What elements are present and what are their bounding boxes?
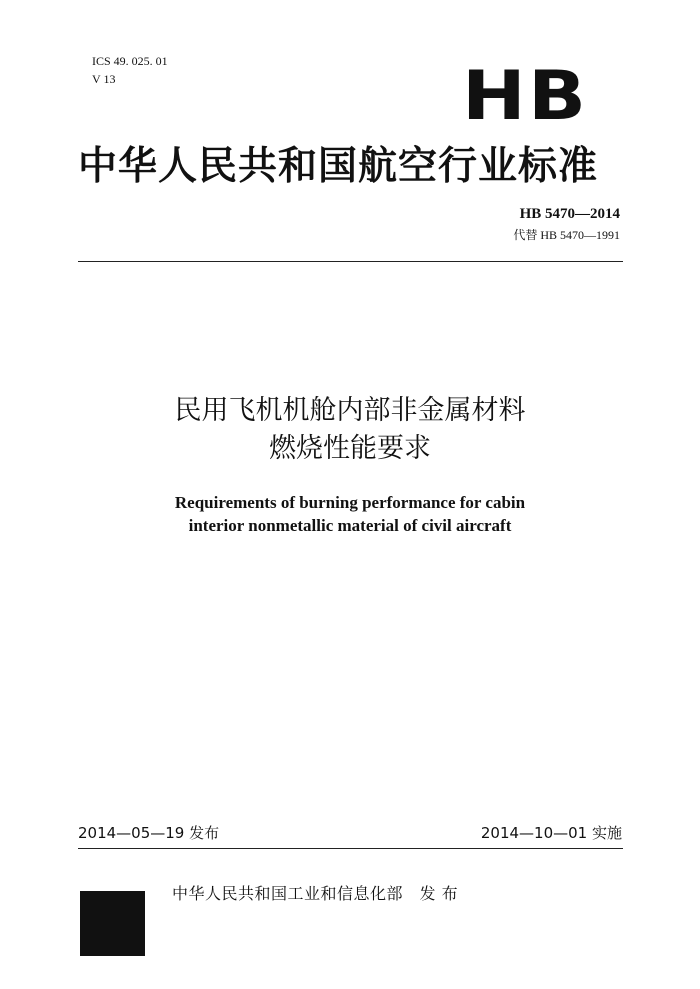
title-cn-line-2: 燃烧性能要求 [269, 433, 431, 464]
ics-code: ICS 49. 025. 01 [92, 54, 168, 68]
class-code: V 13 [92, 72, 116, 86]
title-cn-line-1: 民用飞机机舱内部非金属材料 [174, 395, 526, 426]
title-en-line-2: interior nonmetallic material of civil aircraft [188, 516, 512, 535]
document-title-en [0, 491, 700, 537]
issuing-authority: 中华人民共和国工业和信息化部 发 布 [172, 884, 459, 903]
replaces-standard: 代替 HB 5470—1991 [513, 228, 620, 242]
classification-codes [92, 52, 168, 88]
title-en-line-1: Requirements of burning performance for cabin [174, 493, 526, 512]
standard-number: HB 5470—2014 [519, 206, 620, 222]
black-square-mark [80, 891, 145, 956]
hb-logo: HB [462, 57, 589, 136]
standard-category-title: 中华人民共和国航空行业标准 [78, 144, 599, 189]
document-title-cn [0, 392, 700, 468]
implement-date: 2014—10—01 实施 [480, 824, 622, 842]
publish-date: 2014—05—19 发布 [78, 824, 220, 842]
top-divider [78, 261, 623, 262]
bottom-divider [78, 848, 623, 849]
